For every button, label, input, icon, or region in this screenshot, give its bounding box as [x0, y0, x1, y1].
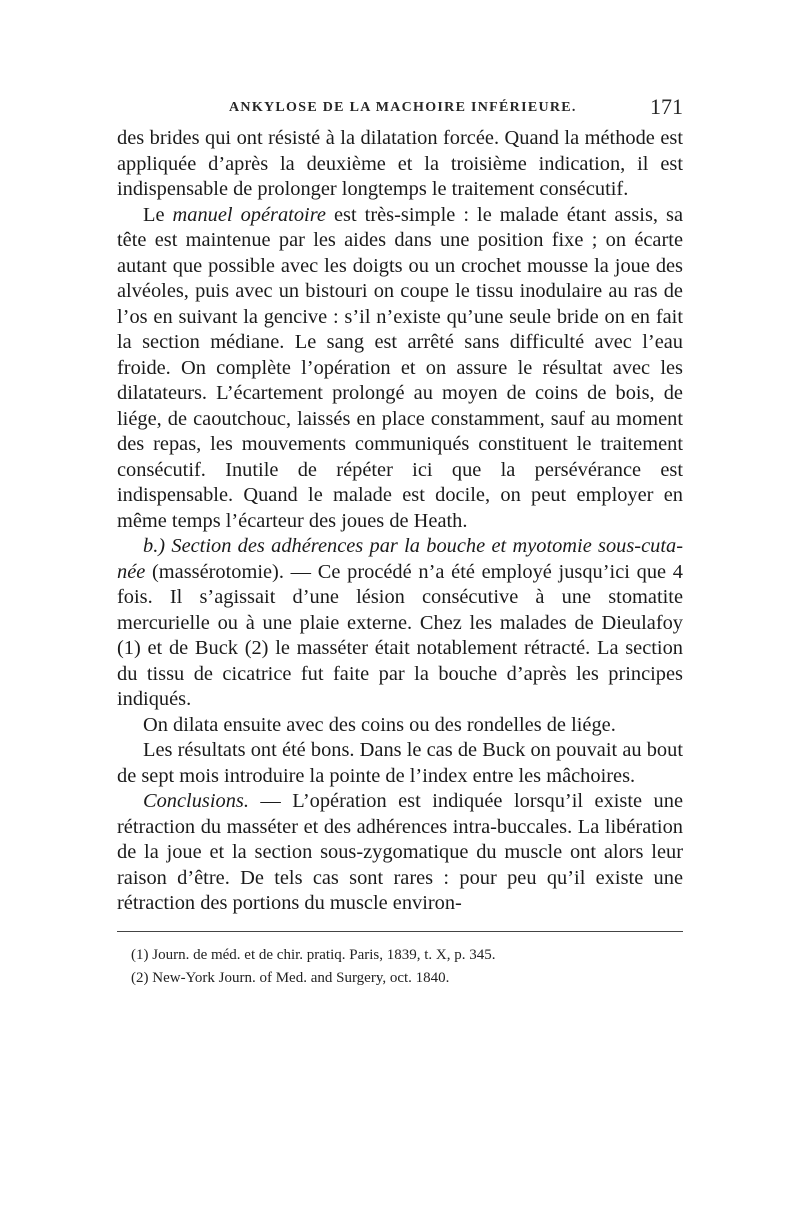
body-text — [117, 126, 683, 917]
paragraph — [117, 126, 683, 203]
paragraph-text: On dilata ensuite avec des coins ou des rondelles de liége. — [143, 713, 616, 736]
paragraph-text: des brides qui ont résisté à la dilatation forcée. Quand la méthode est appliquée d’après la deuxième et la troisième indication, il est indispensable de prolonger longtemps le traitement consécutif. — [117, 127, 683, 200]
paragraph-text-italic: b.) Section des adhérences par la bouche et myotomie sous-cutanée — [117, 535, 683, 583]
running-head — [117, 92, 683, 126]
paragraph-text-italic: Conclusions. — [143, 790, 249, 812]
running-head-title: ANKYLOSE DE LA MACHOIRE INFÉRIEURE. — [229, 100, 577, 115]
paragraph-text-italic: manuel opératoire — [172, 203, 326, 226]
footnote: (1) Journ. de méd. et de chir. pratiq. Paris, 1839, t. X, p. 345. — [131, 946, 496, 963]
footnote: (2) New-York Journ. of Med. and Surgery, oct. 1840. — [131, 969, 450, 986]
footnote-divider — [117, 931, 683, 932]
paragraph — [117, 534, 683, 713]
paragraph-text: est très-simple : le malade étant assis, sa tête est maintenue par les aides dans une position fixe ; on écarte autant que possible avec les doigts ou un crochet mousse la joue des alvéoles, puis avec un bistouri on coupe le tissu inodulaire au ras de l’os en suivant la gencive : s’il n’existe qu’une seule bride on en fait la section médiane. Le sang est arrêté sans difficulté avec l’eau froide. On complète l’opération et on assure le résultat avec les dilatateurs. L’écartement prolongé au moyen de coins de bois, de liége, de caoutchouc, laissés en place constamment, sauf au moment des repas, les mouvements communiqués constituent le traitement consécutif. Inutile de répéter ici que la persévérance est indispensable. Quand le malade est docile, on peut employer en même temps l’écarteur des joues de Heath. — [117, 203, 683, 532]
paragraph-text: — L’opération est indiquée lorsqu’il existe une rétraction du masséter et des adhérences intra-buccales. La libération de la joue et la section sous-zygomatique du muscle ont alors leur raison d’être. De tels cas sont rares : pour peu qu’il existe une rétraction des portions du muscle environ- — [117, 790, 683, 914]
paragraph — [117, 203, 683, 535]
footnotes — [117, 944, 683, 990]
paragraph-text: (massérotomie). — Ce procédé n’a été employé jusqu’ici que 4 fois. Il s’agissait d’une lésion consécutive à une stomatite mercurielle ou à une plaie externe. Chez les malades de Dieulafoy (1) et de Buck (2) le masséter était notablement rétracté. La section du tissu de cicatrice fut faite par la bouche d’après les principes indiqués. — [117, 560, 683, 710]
paragraph — [117, 789, 683, 917]
paragraph-text: Les résultats ont été bons. Dans le cas de Buck on pouvait au bout de sept mois introduire la pointe de l’index entre les mâchoires. — [117, 739, 683, 787]
paragraph — [117, 738, 683, 789]
book-page — [117, 92, 683, 990]
page-number: 171 — [650, 94, 683, 119]
paragraph — [117, 713, 683, 739]
paragraph-text: Le — [143, 203, 173, 226]
